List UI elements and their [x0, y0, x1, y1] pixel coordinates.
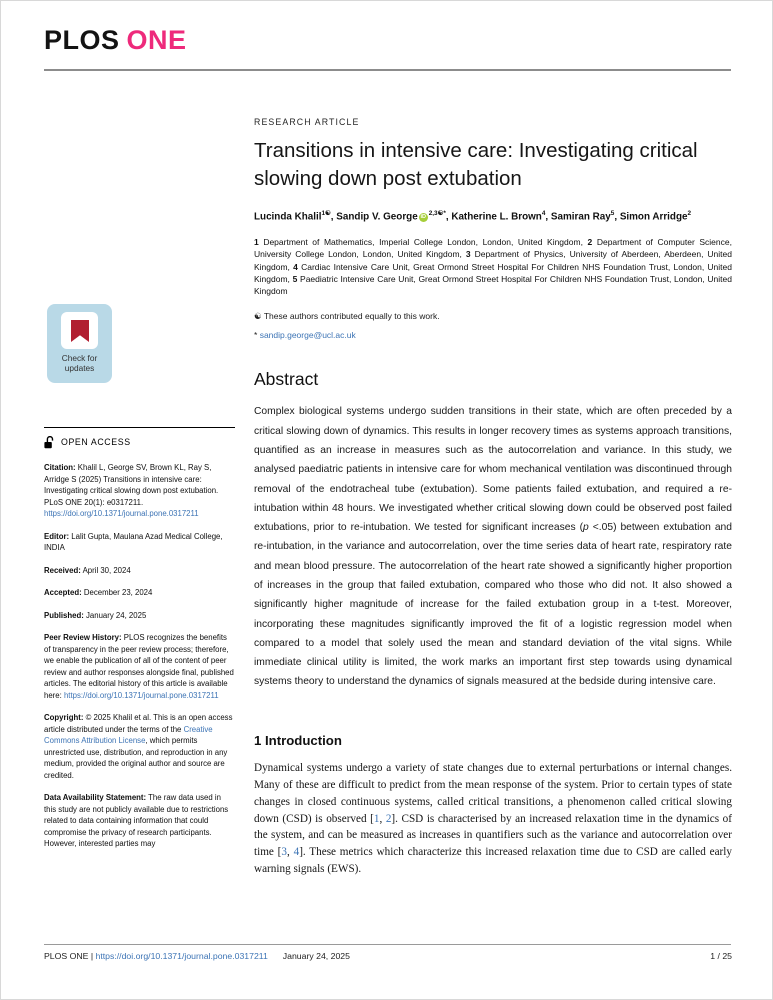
sidebar-rule [44, 427, 235, 428]
data-availability-note: Data Availability Statement: The raw data used in this study are not publicly available due to restrictions related to data containing information that could compromise the privacy of research participants. However, interested parties may [44, 793, 229, 848]
check-for-updates-label: Check for updates [61, 353, 98, 373]
peer-review-doi-link[interactable]: https://doi.org/10.1371/journal.pone.0317211 [63, 690, 219, 700]
equal-contribution-note: ☯ These authors contributed equally to this work. [254, 310, 440, 321]
footer-doi-link[interactable]: https://doi.org/10.1371/journal.pone.0317211 [95, 951, 268, 961]
header-rule [44, 69, 731, 71]
received-note: Received: April 30, 2024 [44, 565, 131, 575]
footer-left: PLOS ONE | https://doi.org/10.1371/journal.pone.0317211 January 24, 2025 [44, 951, 350, 961]
author-name: Simon Arridge [619, 211, 688, 223]
abstract-heading: Abstract [254, 369, 319, 390]
citation-ref-link[interactable]: 3 [281, 846, 287, 859]
check-for-updates-badge[interactable] [47, 304, 112, 383]
article-body [254, 117, 732, 889]
author-name: Lucinda Khalil [254, 211, 322, 223]
article-type-label: RESEARCH ARTICLE [254, 117, 360, 127]
introduction-text: Dynamical systems undergo a variety of state changes due to external perturbations or internal changes. Many of these are difficult to predict from the mean response of the system. Prior to certain types of state changes in closed continuous systems, called critical transitions, a phenomenon called critical slowing down (CSD) is observed [1, 2]. CSD is characterised by an increased relaxation time in the dynamics of the system, and can be measured as increases in quantifiers such as the variance and autocorrelation over time [3, 4]. These metrics which characterize this increased relaxation time due to CSD are called early warning signals (EWS). [254, 761, 732, 876]
corresponding-email: * sandip.george@ucl.ac.uk [254, 330, 356, 341]
orcid-icon[interactable]: iD [420, 214, 426, 221]
footer-journal: PLOS ONE [44, 951, 89, 961]
editor-note: Editor: Lalit Gupta, Maulana Azad Medical College, INDIA [44, 531, 223, 552]
citation-ref-link[interactable]: 1 [373, 812, 380, 825]
cc-license-link[interactable]: Creative Commons Attribution License [44, 724, 213, 745]
citation-doi-link[interactable]: https://doi.org/10.1371/journal.pone.0317211 [44, 509, 199, 518]
introduction-heading: 1 Introduction [254, 732, 342, 748]
article-title: Transitions in intensive care: Investigating critical slowing down post extubation [254, 139, 698, 190]
citation-ref-link[interactable]: 4 [293, 846, 300, 859]
logo-plos: PLOS [44, 25, 120, 55]
peer-review-note: Peer Review History: PLOS recognizes the benefits of transparency in the peer review process; therefore, we enable the publication of all of the content of peer review and author responses alongside final, published articles. The editorial history of this article is available here: https://doi.org/10.1371/journal.pone.0317211 [44, 633, 234, 700]
citation-ref-link[interactable]: 2 [385, 812, 392, 825]
author-name: Samiran Ray [550, 211, 611, 223]
sidebar [44, 427, 235, 861]
author-list: Lucinda Khalil$^{1☯}$, Sandip V. George $iD^{2,3☯*}$, Katherine L. Brown$^4$, Samiran Ray$^5$, Simon Arridge$^2$ [254, 210, 692, 223]
crossmark-icon [61, 312, 98, 349]
plos-one-logo [44, 25, 187, 56]
open-lock-icon [44, 436, 55, 449]
page-number: 1 / 25 [710, 951, 732, 961]
abstract-text: Complex biological systems undergo sudden transitions in their state, which are often preceded by a critical slowing down of dynamics. This results in longer recovery times as systems approach transitions, quantified as an increase in measures such as the autocorrelation and variance. In this study, we analysed paediatric patients in intensive care for whom mechanical ventilation was discontinued through removal of the endotracheal tube (extubation). Some patients failed extubation, and required a re-intubation within 48 hours. We investigated whether critical slowing down could be observed post failed extubations, prior to re-intubation. We tested for significant increases (p <.05) between extubation and re-intubation, in the variance and autocorrelation, over the time series data of heart rate, respiratory rate and mean blood pressure. The autocorrelation of the heart rate showed a significantly higher proportion of increases in the group that failed extubation, compared who those who did not. It also showed a significantly higher magnitude of increase for the failed extubation group in a t-test. Moreover, incorporating these magnitudes significantly improved the fit of a logistic regression model when compared to a model that solely used the mean and standard deviation of the vital signs. While immediate clinical utility is limited, the work marks an important first step towards using dynamical systems theory to understand the dynamics of signals measured at the bedside during intensive care. [254, 406, 732, 688]
email-link[interactable]: sandip.george@ucl.ac.uk [259, 330, 356, 341]
page-footer [44, 951, 732, 961]
published-note: Published: January 24, 2025 [44, 610, 147, 620]
author-name: Katherine L. Brown [451, 211, 542, 223]
logo-one: ONE [126, 25, 187, 55]
open-access-label: OPEN ACCESS [61, 436, 131, 447]
author-name: Sandip V. George [336, 211, 418, 223]
footer-rule [44, 944, 731, 945]
copyright-note: Copyright: © 2025 Khalil et al. This is an open access article distributed under the terms of the Creative Commons Attribution License, which permits unrestricted use, distribution, and reproduction in any medium, provided the original author and source are credited. [44, 713, 233, 780]
footer-date: January 24, 2025 [282, 951, 350, 961]
accepted-note: Accepted: December 23, 2024 [44, 588, 153, 597]
open-access-row [44, 436, 235, 449]
yin-yang-symbol: ☯ [254, 310, 262, 321]
citation-note: Citation: Khalil L, George SV, Brown KL, Ray S, Arridge S (2025) Transitions in intensive care: Investigating critical slowing down post extubation. PLoS ONE 20(1): e0317211. https://doi.org/10.1371/journal.pone.0317211 [44, 463, 219, 518]
affiliations: 1 Department of Mathematics, Imperial College London, London, United Kingdom, 2 Department of Computer Science, University College London, London, United Kingdom, 3 Department of Physics, University of Aberdeen, Aberdeen, United Kingdom, 4 Cardiac Intensive Care Unit, Great Ormond Street Hospital For Children NHS Foundation Trust, London, United Kingdom, 5 Paediatric Intensive Care Unit, Great Ormond Street Hospital For Children NHS Foundation Trust, London, United Kingdom [254, 236, 732, 297]
